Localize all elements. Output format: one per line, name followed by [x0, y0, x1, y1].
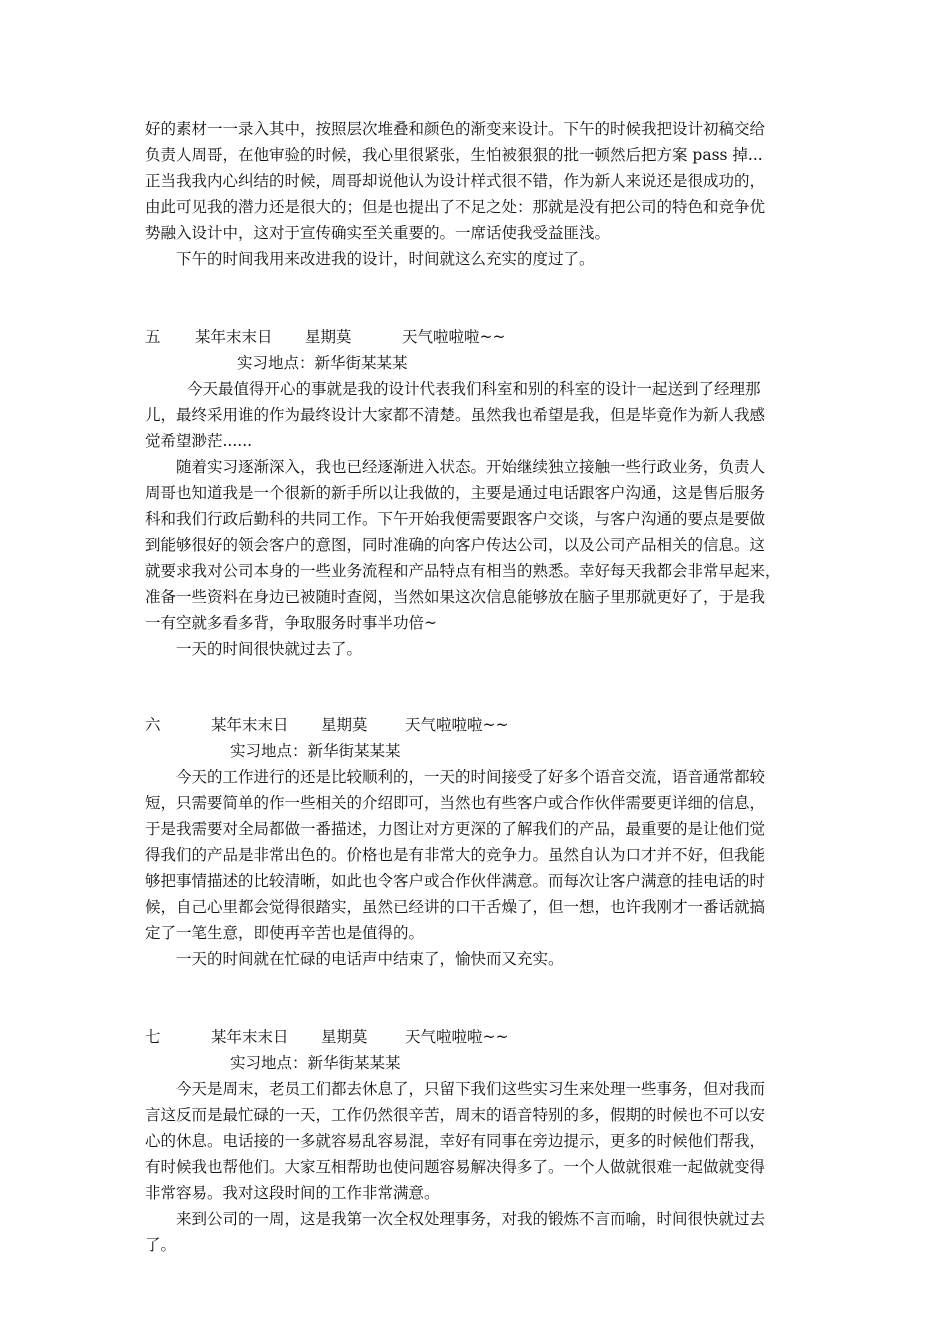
text-line: 来到公司的一周，这是我第一次全权处理事务，对我的锻炼不言而喻，时间很快就过去	[176, 1210, 766, 1228]
text-line: 就要求我对公司本身的一些业务流程和产品特点有相当的熟悉。幸好每天我都会非常早起来，	[145, 562, 781, 580]
text-line: 有时候我也帮他们。大家互相帮助也使问题容易解决得多了。一个人做就很难一起做就变得	[145, 1158, 766, 1176]
entry-weekday: 星期莫	[321, 1028, 368, 1046]
text-line: 势融入设计中，这对于宣传确实至关重要的。一席话使我受益匪浅。	[145, 224, 611, 242]
document-body	[145, 116, 813, 1258]
text-line: 得我们的产品是非常出色的。价格也是有非常大的竞争力。虽然自认为口才并不好，但我能	[145, 846, 766, 864]
entry-header	[145, 324, 813, 350]
text-line: 于是我需要对全局都做一番描述，力图让对方更深的了解我们的产品，最重要的是让他们觉	[145, 820, 766, 838]
closing-line: 一天的时间就在忙碌的电话声中结束了，愉快而又充实。	[176, 950, 564, 968]
text-line: 好的素材一一录入其中，按照层次堆叠和颜色的渐变来设计。下午的时候我把设计初稿交给	[145, 120, 766, 138]
text-line: 随着实习逐渐深入，我也已经逐渐进入状态。开始继续独立接触一些行政业务，负责人	[176, 458, 766, 476]
text-line: 了。	[145, 1236, 177, 1254]
text-line: 非常容易。我对这段时间的工作非常满意。	[145, 1184, 440, 1202]
text-line: 负责人周哥，在他审验的时候，我心里很紧张，生怕被狠狠的批一顿然后把方案 pass 掉...	[145, 146, 763, 164]
text-line: 心的休息。电话接的一多就容易乱容易混，幸好有同事在旁边提示，更多的时候他们帮我，	[145, 1132, 766, 1150]
entry-number: 六	[145, 716, 161, 734]
text-line: 觉希望渺茫......	[145, 432, 253, 450]
text-line: 今天最值得开心的事就是我的设计代表我们科室和别的科室的设计一起送到了经理那	[187, 380, 761, 398]
entry-place: 实习地点：新华街某某某	[237, 354, 408, 372]
entry-weekday: 星期莫	[321, 716, 368, 734]
entry-date: 某年末末日	[195, 328, 273, 346]
spacer	[145, 272, 813, 324]
entry-header	[145, 712, 813, 738]
text-line: 今天的工作进行的还是比较顺利的，一天的时间接受了好多个语音交流，语音通常都较	[176, 768, 766, 786]
entry-date: 某年末末日	[211, 1028, 289, 1046]
entry-header	[145, 1024, 813, 1050]
closing-line: 一天的时间很快就过去了。	[176, 640, 363, 658]
spacer	[145, 972, 813, 1024]
entry-number: 七	[145, 1028, 161, 1046]
text-line: 短，只需要简单的作一些相关的介绍即可，当然也有些客户或合作伙伴需要更详细的信息，	[145, 794, 766, 812]
text-line: 今天是周末，老员工们都去休息了，只留下我们这些实习生来处理一些事务，但对我而	[176, 1080, 766, 1098]
diary-entry-5	[145, 324, 813, 662]
text-line: 周哥也知道我是一个很新的新手所以让我做的，主要是通过电话跟客户沟通，这是售后服务	[145, 484, 766, 502]
entry-weather: 天气啦啦啦~~	[402, 328, 506, 346]
entry-weather: 天气啦啦啦~~	[405, 716, 509, 734]
text-line: 定了一笔生意，即使再辛苦也是值得的。	[145, 924, 425, 942]
text-line: 由此可见我的潜力还是很大的；但是也提出了不足之处：那就是没有把公司的特色和竞争优	[145, 198, 766, 216]
text-line: 够把事情描述的比较清晰，如此也令客户或合作伙伴满意。而每次让客户满意的挂电话的时	[145, 872, 766, 890]
text-line: 儿，最终采用谁的作为最终设计大家都不清楚。虽然我也希望是我，但是毕竟作为新人我感	[145, 406, 766, 424]
entry-place: 实习地点：新华街某某某	[230, 1054, 401, 1072]
spacer	[145, 662, 813, 712]
text-line: 候，自己心里都会觉得很踏实，虽然已经讲的口干舌燥了，但一想，也许我刚才一番话就搞	[145, 898, 766, 916]
entry-date: 某年末末日	[211, 716, 289, 734]
text-line: 一有空就多看多背，争取服务时事半功倍~	[145, 614, 437, 632]
diary-entry-6	[145, 712, 813, 972]
closing-line: 下午的时间我用来改进我的设计，时间就这么充实的度过了。	[176, 250, 595, 268]
text-line: 到能够很好的领会客户的意图，同时准确的向客户传达公司，以及公司产品相关的信息。这	[145, 536, 766, 554]
diary-entry-7	[145, 1024, 813, 1258]
intro-paragraph	[145, 116, 813, 272]
entry-number: 五	[145, 328, 161, 346]
entry-place: 实习地点：新华街某某某	[230, 742, 401, 760]
text-line: 科和我们行政后勤科的共同工作。下午开始我便需要跟客户交谈，与客户沟通的要点是要做	[145, 510, 766, 528]
entry-weather: 天气啦啦啦~~	[405, 1028, 509, 1046]
text-line: 正当我我内心纠结的时候，周哥却说他认为设计样式很不错，作为新人来说还是很成功的，	[145, 172, 766, 190]
text-line: 言这反而是最忙碌的一天，工作仍然很辛苦，周末的语音特别的多，假期的时候也不可以安	[145, 1106, 766, 1124]
text-line: 准备一些资料在身边已被随时查阅，当然如果这次信息能够放在脑子里那就更好了，于是我	[145, 588, 766, 606]
entry-weekday: 星期莫	[305, 328, 352, 346]
